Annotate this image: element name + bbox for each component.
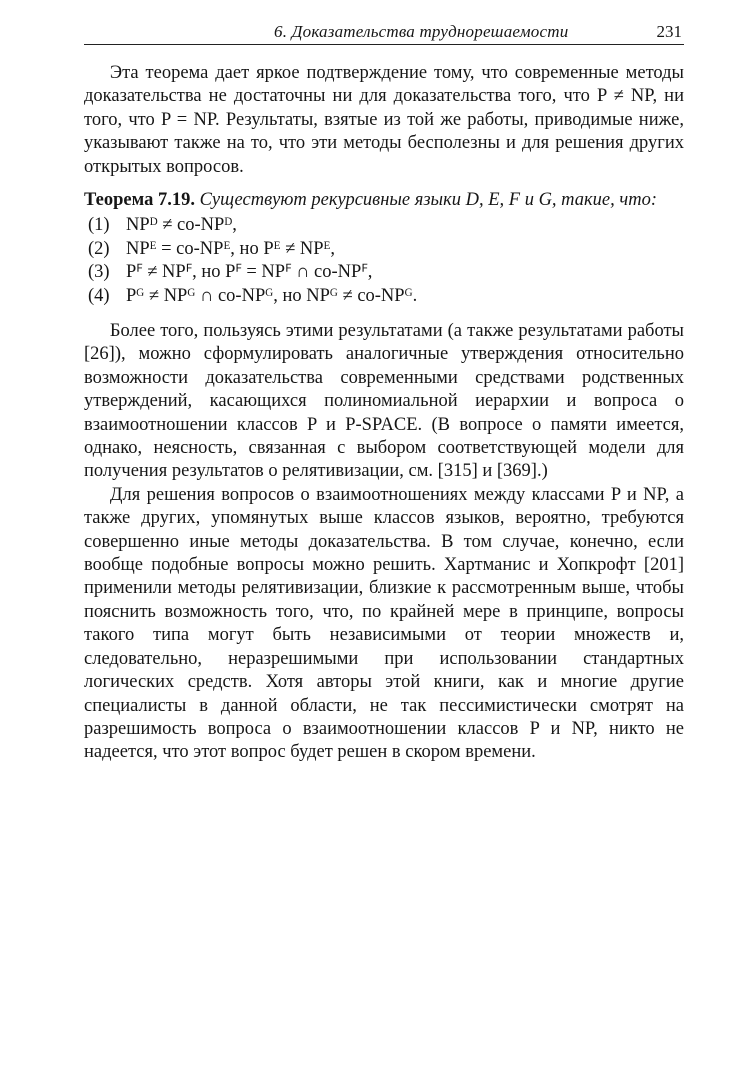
header-rule bbox=[84, 44, 684, 45]
theorem-item-list bbox=[84, 214, 684, 308]
page-number: 231 bbox=[656, 22, 682, 41]
theorem-item-number: (2) bbox=[88, 238, 110, 259]
theorem-item-text: NPᴱ = co-NPᴱ, но Pᴱ ≠ NPᴱ, bbox=[126, 238, 335, 259]
paragraph-conclusion: Для решения вопросов о взаимоотношениях между классами P и NP, а также других, упомянутых выше классов языков, вероятно, требуются совершенно иные методы доказательства. В том случае, конечно, если вообще подобные вопросы можно решить. Хартманис и Хопкрофт [201] применили методы релятивизации, близкие к рассмотренным выше, чтобы пояснить возможность того, что, по крайней мере в принципе, вопросы такого типа могут быть независимыми от теории множеств и, следовательно, неразрешимыми при использовании стандартных логических средств. Хотя авторы этой книги, как и многие другие специалисты в данной области, не так пессимистически смотрят на разрешимость вопроса о взаимоотношении классов P и NP, никто не надеется, что этот вопрос будет решен в скором времени. bbox=[84, 484, 684, 763]
theorem-item-number: (1) bbox=[88, 215, 110, 236]
paragraph-intro: Эта теорема дает яркое подтверждение тому, что современные методы доказательства не достаточны ни для доказательства того, что P ≠ NP, ни того, что P = NP. Результаты, взятые из той же работы, приводимые ниже, указывают также на то, что эти методы бесполезны и для решения других открытых вопросов. bbox=[84, 63, 684, 177]
theorem-item-number: (3) bbox=[88, 262, 110, 283]
theorem-item-text: Pꟳ ≠ NPꟳ, но Pꟳ = NPꟳ ∩ co-NPꟳ, bbox=[126, 262, 373, 283]
theorem-item-number: (4) bbox=[88, 285, 110, 306]
theorem-item-text: Pᴳ ≠ NPᴳ ∩ co-NPᴳ, но NPᴳ ≠ co-NPᴳ. bbox=[126, 285, 418, 306]
running-title: 6. Доказательства труднорешаемости bbox=[274, 22, 569, 41]
page-header bbox=[84, 19, 684, 45]
theorem-item bbox=[88, 238, 684, 261]
theorem-item bbox=[88, 285, 684, 308]
theorem-statement: Существуют рекурсивные языки D, E, F и G, такие, что: bbox=[199, 190, 657, 211]
theorem-item bbox=[88, 261, 684, 284]
theorem-label: Теорема 7.19. bbox=[84, 190, 195, 211]
theorem-item bbox=[88, 214, 684, 237]
theorem-item-text: NPᴰ ≠ co-NPᴰ, bbox=[126, 215, 237, 236]
theorem-7-19 bbox=[84, 189, 684, 212]
page-body bbox=[84, 62, 684, 765]
paragraph-relativization: Более того, пользуясь этими результатами (а также результатами работы [26]), можно сформулировать аналогичные утверждения относительно возможности доказательства современными средствами родственных утверждений, касающихся полиномиальной иерархии и вопроса о взаимоотношении классов P и P-SPACE. (В вопросе о памяти имеется, однако, неясность, связанная с выбором соответствующей модели для получения результатов о релятивизации, см. [315] и [369].) bbox=[84, 321, 684, 482]
